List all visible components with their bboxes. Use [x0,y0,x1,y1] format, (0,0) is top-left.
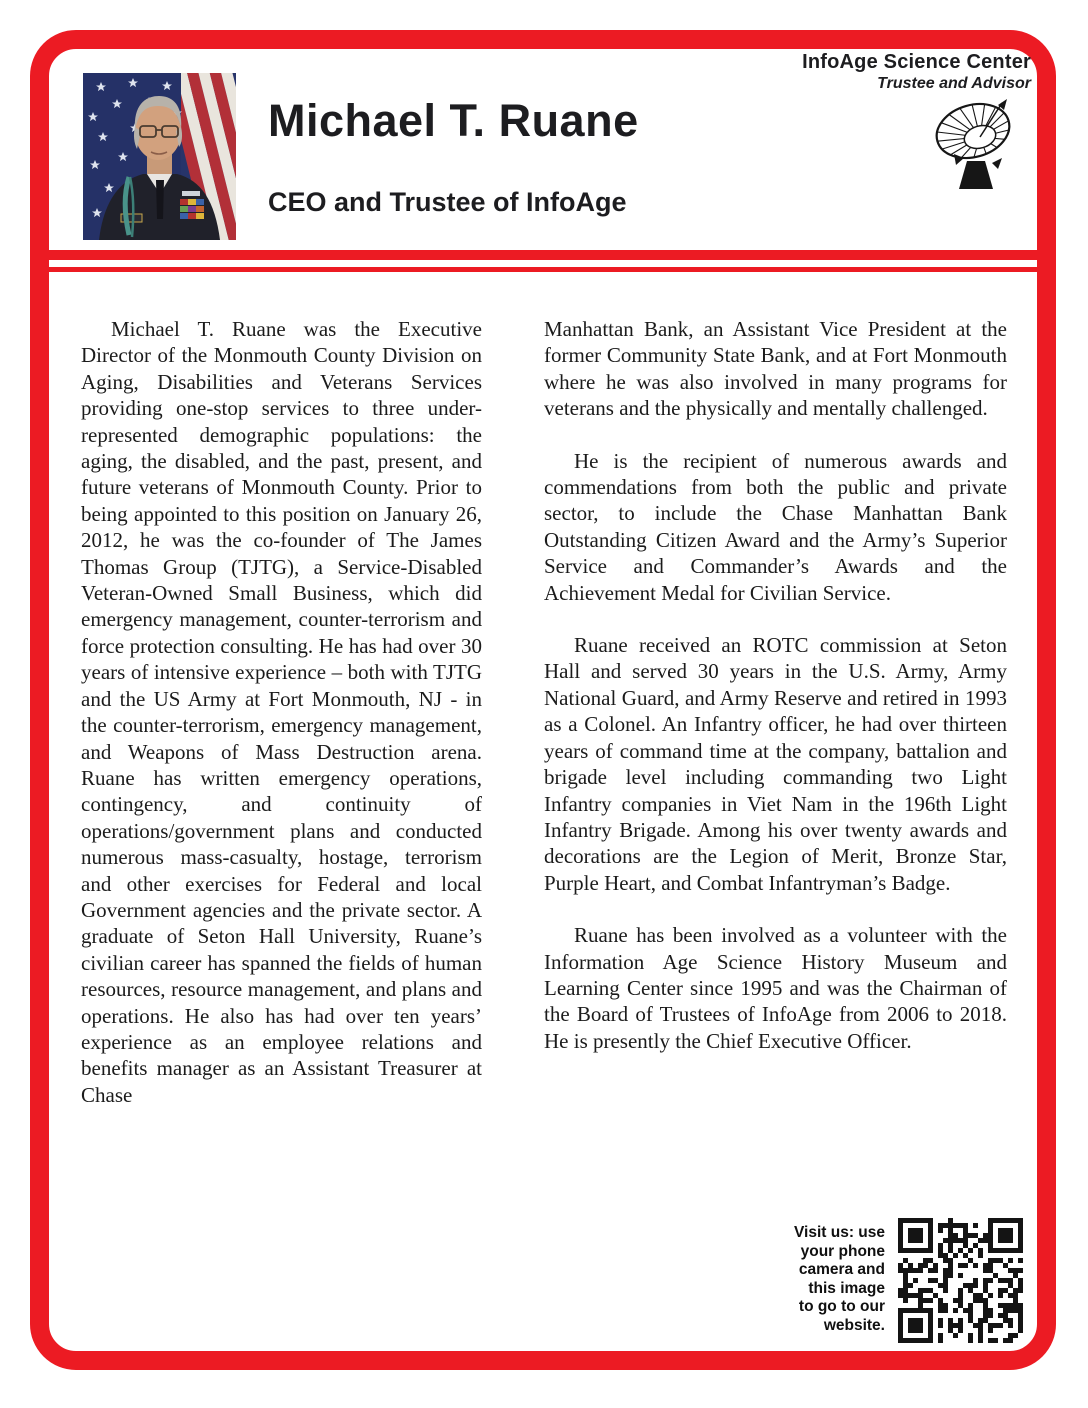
org-block [802,51,1031,93]
qr-caption-line: to go to our [798,1298,885,1316]
portrait-photo-graphic [83,73,236,240]
left-column [81,316,482,1108]
qr-caption-line: camera and [798,1261,885,1279]
radar-dish-icon [933,97,1019,191]
portrait-photo [83,73,236,240]
org-role: Trustee and Advisor [877,75,1031,92]
header [49,49,1037,250]
bio-paragraph: Ruane received an ROTC commission at Seton Hall and served 30 years in the U.S. Army, Army National Guard, and Army Reserve and retired in 1993 as a Colonel. An Infantry officer, he had over thirteen years of command time at the company, battalion and brigade level including commanding two Light Infantry companies in Viet Nam in the 196th Light Infantry Brigade. Among his over twenty awards and decorations are the Legion of Merit, Bronze Star, Purple Heart, and Combat Infantryman’s Badge. [544,633,1007,895]
qr-code [898,1218,1023,1343]
bio-paragraph: Michael T. Ruane was the Executive Director of the Monmouth County Division on Aging, Disabilities and Veterans Services providing one-stop services to three under-represented demographic populations: the aging, the disabled, and the past, present, and future veterans of Monmouth County. Prior to being appointed to this position on January 26, 2012, he was the co-founder of The James Thomas Group (TJTG), a Service-Disabled Veteran-Owned Small Business, which did emergency management, counter-terrorism and force protection consulting. He has had over 30 years of intensive experience – both with TJTG and the US Army at Fort Monmouth, NJ - in the counter-terrorism, emergency management, and Weapons of Mass Destruction arena. Ruane has written emergency operations, contingency, and continuity of operations/government plans and conducted numerous mass-casualty, hostage, terrorism and other exercises for Federal and local Government agencies and the private sector. A graduate of Seton Hall University, Ruane’s civilian career has spanned the fields of human resources, resource management, and plans and operations. He also has had over ten years’ experience as an employee relations and benefits manager as an Assistant Treasurer at Chase [81,317,482,1107]
article-body [81,316,1037,1108]
page-title: Michael T. Ruane [268,95,639,146]
flyer-page [30,30,1056,1370]
separator-bar-thin [49,267,1037,272]
separator-bar-thick [49,250,1037,260]
qr-caption-line: your phone [800,1242,885,1260]
bio-paragraph: He is the recipient of numerous awards and commendations from both the public and private sector, to include the Chase Manhattan Bank Outstanding Citizen Award and the Army’s Superior Service and Commander’s Awards and the Achievement Medal for Civilian Service. [544,448,1007,605]
qr-caption-line: website. [823,1316,885,1334]
separator-gap [49,260,1037,267]
bio-paragraph: Ruane has been involved as a volunteer with the Information Age Science History Museum and Learning Center since 1995 and was the Chairman of the Board of Trustees of InfoAge from 2006 to 2018. He is presently the Chief Executive Officer. [544,923,1007,1053]
right-column [544,316,1007,1108]
qr-section [794,1218,1023,1343]
bio-paragraph: Manhattan Bank, an Assistant Vice President at the former Community State Bank, and at Fort Monmouth where he was also involved in many programs for veterans and the physically and mentally challenged. [544,317,1007,421]
page-subtitle: CEO and Trustee of InfoAge [268,187,627,217]
qr-caption-line: this image [808,1279,885,1297]
qr-caption [794,1218,885,1336]
ribbon-rack [180,199,204,219]
qr-caption-line: Visit us: use [793,1224,885,1241]
org-name: InfoAge Science Center [802,51,1031,73]
